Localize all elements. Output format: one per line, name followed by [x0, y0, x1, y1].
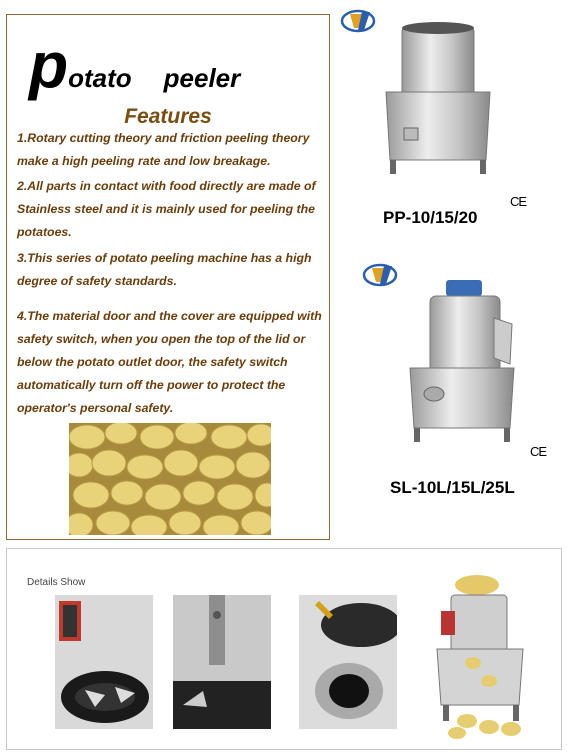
feature-3: 3.This series of potato peeling machine has a high degree of safety standards.	[17, 251, 312, 288]
title-word-1: otato	[68, 63, 132, 93]
detail-photo-2	[173, 595, 271, 734]
model-pp: PP-10/15/20	[383, 208, 478, 227]
title-word-2: peeler	[163, 63, 241, 93]
potatoes-photo	[69, 423, 271, 535]
feature-2: 2.All parts in contact with food directly are made of Stainless steel and it is mainly used for peeling the potatoes.	[17, 179, 316, 239]
model-sl: SL-10L/15L/25L	[390, 478, 515, 497]
feature-1: 1.Rotary cutting theory and friction peeling theory make a high peeling rate and low breakage.	[17, 131, 310, 168]
machine-pp-photo	[376, 20, 504, 185]
feature-4: 4.The material door and the cover are equipped with safety switch, when you open the top of the lid or below the potato outlet door, the safety switch automatically turn off the power to protect the operator's personal safety.	[17, 309, 322, 415]
detail-photo-3	[299, 595, 397, 734]
details-title: Details Show	[27, 577, 86, 588]
features-panel	[6, 14, 330, 540]
features-heading: Features	[124, 105, 212, 128]
detail-photo-4	[427, 571, 537, 748]
detail-photo-1	[55, 595, 153, 734]
brand-logo-icon	[340, 8, 376, 34]
title-initial: p	[29, 29, 69, 101]
details-panel	[6, 548, 562, 750]
brand-logo-icon	[362, 262, 398, 288]
machine-sl-photo	[394, 278, 530, 449]
ce-mark-1: CE	[510, 194, 527, 209]
ce-mark-2: CE	[530, 444, 547, 459]
page-title	[29, 29, 241, 101]
